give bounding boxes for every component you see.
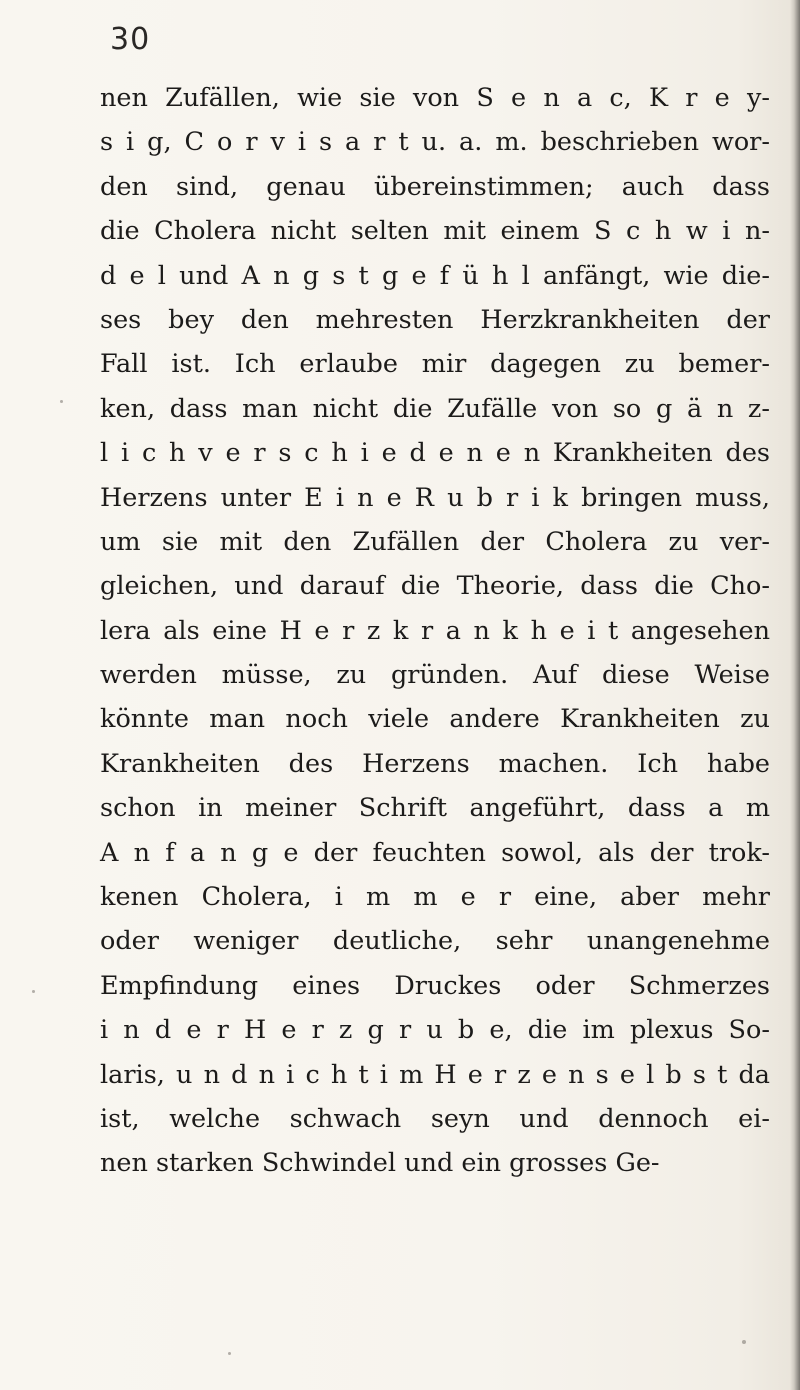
text-line: d e l und A n g s t g e f ü h l anfängt, wie die- (100, 260, 770, 291)
text-line: s i g, C o r v i s a r t u. a. m. beschrieben wor- (100, 127, 770, 158)
text-line: den sind, genau übereinstimmen; auch dass (100, 171, 770, 202)
text-line: werden müsse, zu gründen. Auf diese Weise (100, 660, 770, 691)
text-line: gleichen, und darauf die Theorie, dass die Cho- (100, 571, 770, 602)
text-line: l i c h v e r s c h i e d e n e n Krankheiten des (100, 438, 770, 469)
text-line: um sie mit den Zufällen der Cholera zu ver- (100, 526, 770, 557)
text-line: schon in meiner Schrift angeführt, dass a m (100, 793, 770, 824)
text-line: A n f a n g e der feuchten sowol, als der trok- (100, 837, 770, 868)
text-line: oder weniger deutliche, sehr unangenehme (100, 926, 770, 957)
paper-speck (742, 1340, 746, 1344)
text-line: Fall ist. Ich erlaube mir dagegen zu bemer- (100, 349, 770, 380)
text-line: ken, dass man nicht die Zufälle von so g ä n z- (100, 393, 770, 424)
text-line: i n d e r H e r z g r u b e, die im plexus So- (100, 1015, 770, 1046)
text-line: Herzens unter E i n e R u b r i k bringen muss, (100, 482, 770, 513)
text-line: ist, welche schwach seyn und dennoch ei- (100, 1103, 770, 1134)
paper-speck (32, 990, 35, 993)
text-line: lera als eine H e r z k r a n k h e i t angesehen (100, 615, 770, 646)
page-edge-shadow (790, 0, 800, 1390)
text-line: nen Zufällen, wie sie von S e n a c, K r e y- (100, 83, 770, 113)
text-line: Empfindung eines Druckes oder Schmerzes (100, 970, 770, 1001)
text-line: ses bey den mehresten Herzkrankheiten der (100, 304, 770, 335)
page-number: 30 (110, 22, 151, 57)
text-line: Krankheiten des Herzens machen. Ich habe (100, 748, 770, 779)
text-line: nen starken Schwindel und ein grosses Ge- (100, 1148, 660, 1179)
text-line: laris, u n d n i c h t i m H e r z e n s e l b s t da (100, 1059, 770, 1090)
paper-speck (60, 400, 63, 403)
text-line: kenen Cholera, i m m e r eine, aber mehr (100, 882, 770, 913)
text-line: könnte man noch viele andere Krankheiten zu (100, 704, 770, 735)
body-text (100, 76, 770, 1186)
text-line: die Cholera nicht selten mit einem S c h w i n- (100, 216, 770, 247)
paper-speck (228, 1352, 231, 1355)
